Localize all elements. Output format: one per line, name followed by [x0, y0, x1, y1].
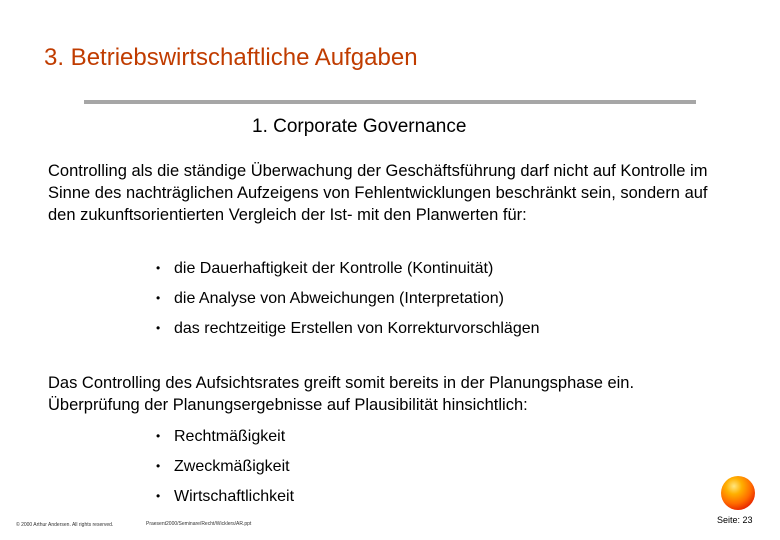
- slide-title: 3. Betriebswirtschaftliche Aufgaben: [44, 44, 418, 71]
- footer-copyright: © 2000 Arthur Andersen. All rights reserved.: [16, 522, 114, 528]
- bullet-icon: •: [156, 459, 161, 473]
- list-item: [156, 488, 294, 518]
- bullet-icon: •: [156, 429, 161, 443]
- list-item-text: Zweckmäßigkeit: [174, 458, 290, 475]
- bullet-icon: •: [156, 261, 161, 275]
- footer-file-path: Praesent2000/Seminare/Recht/Wicklers/AR.ppt: [146, 521, 252, 527]
- bullet-list-planwerte: [156, 260, 540, 350]
- list-item-text: Rechtmäßigkeit: [174, 428, 286, 445]
- list-item-text: Wirtschaftlichkeit: [174, 488, 295, 505]
- bullet-icon: •: [156, 321, 161, 335]
- list-item-text: die Dauerhaftigkeit der Kontrolle (Kontinuität): [174, 260, 494, 277]
- page-number: Seite: 23: [717, 515, 753, 525]
- bullet-icon: •: [156, 291, 161, 305]
- slide-subtitle: 1. Corporate Governance: [252, 116, 467, 137]
- list-item: [156, 428, 294, 458]
- list-item: [156, 290, 540, 320]
- bullet-icon: •: [156, 489, 161, 503]
- list-item-text: die Analyse von Abweichungen (Interpretation): [174, 290, 504, 307]
- list-item: [156, 260, 540, 290]
- list-item: [156, 320, 540, 350]
- list-item: [156, 458, 294, 488]
- orange-sphere-icon: [721, 476, 755, 510]
- paragraph-controlling: Controlling als die ständige Überwachung der Geschäftsführung darf nicht auf Kontrolle im Sinne des nachträglichen Aufzeigens von Fehlentwicklungen beschränkt sein, sondern auf den zukunftsorientierten Vergleich der Ist- mit den Planwerten für:: [48, 162, 708, 224]
- bullet-list-plausibilitaet: [156, 428, 294, 518]
- list-item-text: das rechtzeitige Erstellen von Korrekturvorschlägen: [174, 320, 540, 337]
- paragraph-aufsichtsrat: Das Controlling des Aufsichtsrates greift somit bereits in der Planungsphase ein. Überprüfung der Planungsergebnisse auf Plausibilität hinsichtlich:: [48, 374, 635, 414]
- title-divider: [84, 100, 696, 104]
